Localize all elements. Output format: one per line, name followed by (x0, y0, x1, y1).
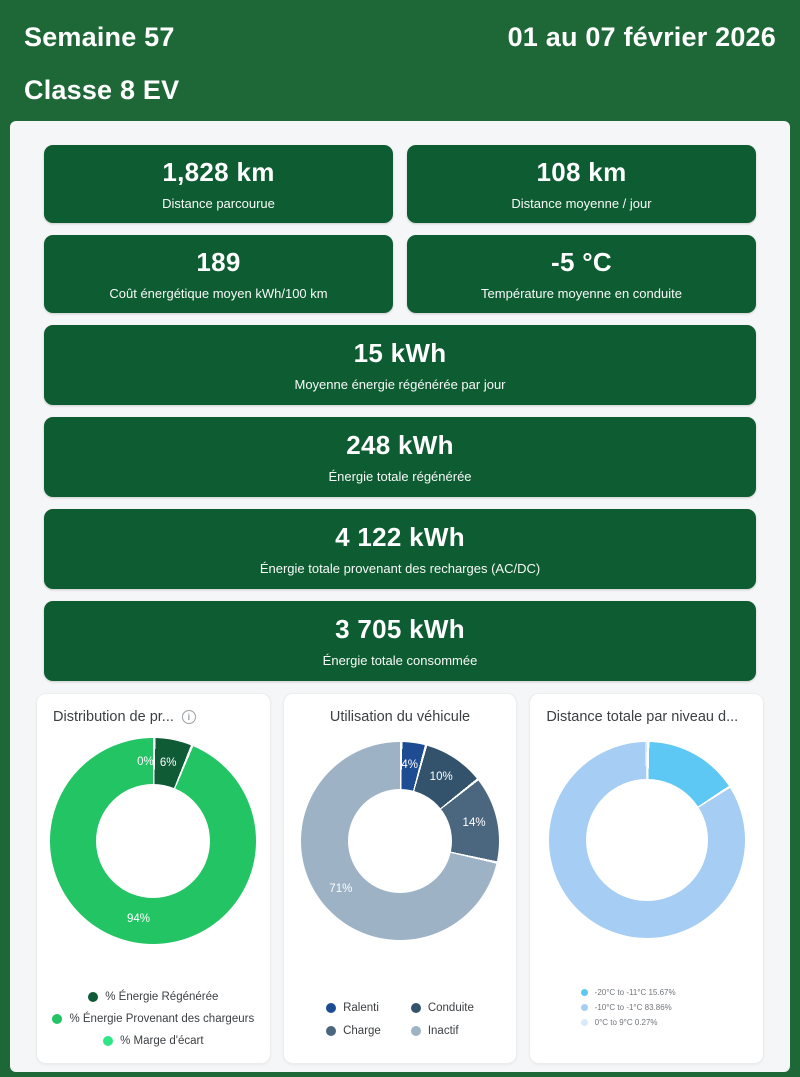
slice-label: 10% (429, 770, 453, 783)
legend-item[interactable] (581, 1018, 658, 1027)
stat-value: 4 122 kWh (335, 522, 465, 552)
donut-hole (96, 784, 210, 898)
stat-card (407, 235, 756, 313)
stat-card (407, 145, 756, 223)
legend-dot (88, 992, 98, 1002)
date-range: 01 au 07 février 2026 (507, 22, 776, 52)
stat-value: -5 °C (550, 247, 612, 277)
stat-card (44, 417, 756, 497)
legend-dot (581, 1004, 588, 1011)
legend-label: Conduite (427, 1002, 474, 1014)
stat-card (44, 509, 756, 589)
legend-item[interactable] (411, 1025, 459, 1037)
legend-distance-by-temperature (581, 988, 713, 1027)
legend-vehicle-usage (296, 1002, 505, 1037)
stat-value: 108 km (536, 157, 627, 187)
legend-dot (581, 989, 588, 996)
stat-card (44, 235, 393, 313)
donut-hole (348, 789, 452, 893)
legend-label: % Énergie Provenant des chargeurs (69, 1013, 255, 1025)
legend-dot (581, 1019, 588, 1026)
donut-vehicle-usage[interactable] (301, 742, 499, 940)
chart-title-vehicle-usage: Utilisation du véhicule (329, 709, 471, 725)
slice-label: 6% (159, 757, 177, 770)
donut-energy-distribution[interactable] (50, 738, 256, 944)
stat-value: 3 705 kWh (335, 614, 465, 644)
stat-card (44, 601, 756, 681)
stat-label: Moyenne énergie régénérée par jour (294, 377, 506, 392)
stat-value: 189 (196, 247, 241, 277)
legend-label: Inactif (427, 1025, 459, 1037)
legend-label: Ralenti (343, 1002, 379, 1014)
legend-item[interactable] (581, 988, 676, 997)
slice-label: 94% (126, 912, 150, 925)
vehicle-class-title: Classe 8 EV (24, 75, 180, 105)
legend-dot (326, 1003, 336, 1013)
stat-label: Coût énergétique moyen kWh/100 km (109, 286, 328, 301)
donut-distance-by-temperature[interactable] (549, 742, 745, 938)
report-header (0, 0, 800, 106)
chart-title-energy-distribution: Distribution de pr... (53, 709, 174, 725)
legend-label: % Énergie Régénérée (105, 991, 219, 1003)
stats-grid (44, 145, 756, 681)
chart-card-vehicle-usage (283, 693, 518, 1064)
legend-label: -10°C to -1°C 83.86% (594, 1003, 672, 1012)
legend-item[interactable] (411, 1002, 474, 1014)
legend-dot (326, 1026, 336, 1036)
stat-value: 1,828 km (162, 157, 275, 187)
slice-label: 0% (137, 756, 154, 769)
stat-card (44, 325, 756, 405)
legend-dot (411, 1026, 421, 1036)
charts-row (36, 693, 764, 1064)
stat-label: Énergie totale provenant des recharges (AC/DC) (259, 561, 541, 576)
legend-energy-distribution (49, 991, 258, 1047)
legend-dot (103, 1036, 113, 1046)
legend-item[interactable] (88, 991, 218, 1003)
slice-label: 4% (401, 759, 418, 772)
stat-label: Énergie totale consommée (322, 653, 478, 668)
info-icon[interactable]: i (182, 710, 196, 724)
report-panel (10, 121, 790, 1072)
chart-card-distance-by-temperature (529, 693, 764, 1064)
stat-label: Température moyenne en conduite (481, 286, 682, 301)
legend-item[interactable] (103, 1035, 203, 1047)
legend-dot (52, 1014, 62, 1024)
chart-card-energy-distribution (36, 693, 271, 1064)
legend-label: -20°C to -11°C 15.67% (594, 988, 676, 997)
slice-label: 14% (462, 817, 486, 830)
legend-item[interactable] (326, 1025, 381, 1037)
stat-value: 15 kWh (353, 338, 447, 368)
legend-item[interactable] (326, 1002, 379, 1014)
week-title: Semaine 57 (24, 22, 175, 52)
stat-label: Distance parcourue (162, 196, 275, 211)
stat-value: 248 kWh (346, 430, 454, 460)
legend-dot (411, 1003, 421, 1013)
chart-title-distance-by-temperature: Distance totale par niveau d... (546, 709, 739, 725)
legend-label: % Marge d'écart (120, 1035, 204, 1047)
stat-label: Distance moyenne / jour (511, 196, 652, 211)
stat-card (44, 145, 393, 223)
legend-label: Charge (343, 1025, 381, 1037)
stat-label: Énergie totale régénérée (328, 469, 472, 484)
legend-item[interactable] (581, 1003, 672, 1012)
slice-label: 71% (329, 883, 353, 896)
legend-item[interactable] (52, 1013, 254, 1025)
legend-label: 0°C to 9°C 0.27% (594, 1018, 658, 1027)
donut-hole (586, 779, 708, 901)
